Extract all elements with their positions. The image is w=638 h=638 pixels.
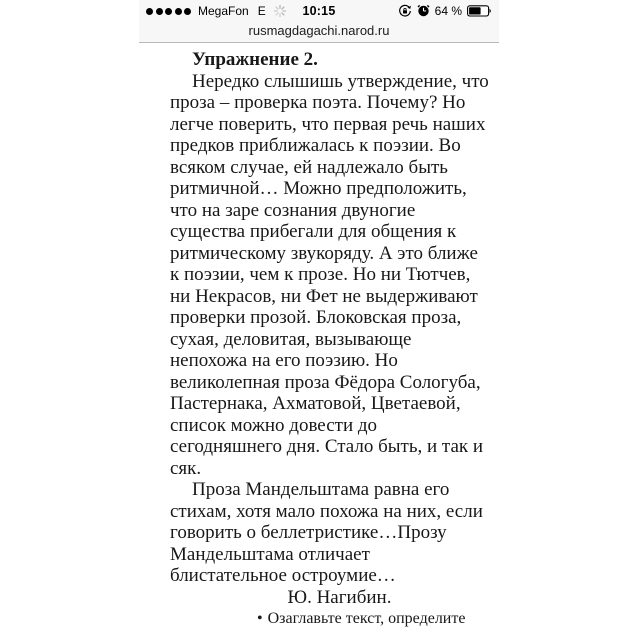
text-line: легче поверить, что первая речь наших (170, 113, 486, 135)
signal-dot (184, 8, 191, 15)
network-activity-spinner-icon (273, 4, 287, 18)
task-line (257, 608, 499, 630)
text-line: Мандельштама отличает (170, 543, 370, 565)
text-line: говорить о беллетристике…Прозу (170, 522, 447, 543)
text-line: сухая, деловитая, вызывающе (170, 328, 412, 350)
carrier-label: MegaFon (198, 3, 249, 18)
battery-icon (467, 5, 492, 17)
web-page-content[interactable] (139, 44, 499, 630)
exercise-heading: Упражнение 2. (192, 49, 318, 70)
text-line: ни Некрасов, ни Фет не выдерживают (170, 285, 478, 307)
clock-time: 10:15 (302, 3, 336, 18)
text-line: проза – проверка поэта. Почему? Но (170, 92, 466, 113)
status-bar (139, 0, 499, 21)
paragraphs (170, 71, 499, 587)
status-and-url-bar (139, 0, 499, 43)
text-line: ритмическому звукоряду. А это ближе (170, 242, 478, 264)
signal-dot (175, 8, 182, 15)
text-line: список можно довести до (170, 414, 378, 436)
text-line: великолепная проза Фёдора Сологуба, (170, 371, 481, 393)
url-text[interactable]: rusmagdagachi.narod.ru (248, 23, 390, 38)
text-line: Проза Мандельштама равна его (192, 479, 450, 500)
text-line: предков приближалась к поэзии. Во (170, 135, 461, 156)
text-line: непохожа на его поэзию. Но (170, 350, 398, 371)
text-line: существа прибегали для общения к (170, 221, 457, 242)
battery-percent-label: 64 % (434, 3, 462, 18)
text-line: всяком случае, ей надлежало быть (170, 156, 448, 178)
text-line: блистательное остроумие… (170, 565, 396, 586)
signal-dots-icon (146, 8, 191, 15)
text-line: Нередко слышишь утверждение, что (192, 70, 489, 92)
text-line: ритмичной… Можно предположить, (170, 178, 467, 199)
text-line: что на заре сознания двуногие (170, 199, 416, 221)
signal-dot (156, 8, 163, 15)
status-right-group (398, 4, 492, 18)
author-signature: Ю. Нагибин. (287, 586, 392, 608)
signal-dot (165, 8, 172, 15)
network-type-label: E (257, 3, 266, 18)
text-line: сегодняшнего дня. Стало быть, и так и (170, 436, 484, 457)
bullet-icon: • (257, 610, 263, 627)
text-line: Пастернака, Ахматовой, Цветаевой, (170, 393, 461, 414)
phone-screenshot (139, 0, 499, 638)
text-line: проверки прозой. Блоковская проза, (170, 307, 462, 328)
text-line: сяк. (170, 457, 202, 479)
task-text: Озаглавьте текст, определите (267, 610, 466, 627)
text-line: к поэзии, чем к прозе. Но ни Тютчев, (170, 264, 471, 285)
text-line: стихам, хотя мало похожа на них, если (170, 500, 483, 522)
battery-fill (469, 7, 481, 14)
rotation-lock-icon (398, 4, 412, 18)
status-left-group (146, 3, 287, 18)
signal-dot (146, 8, 153, 15)
alarm-clock-icon (417, 4, 430, 17)
address-bar[interactable] (139, 21, 499, 42)
